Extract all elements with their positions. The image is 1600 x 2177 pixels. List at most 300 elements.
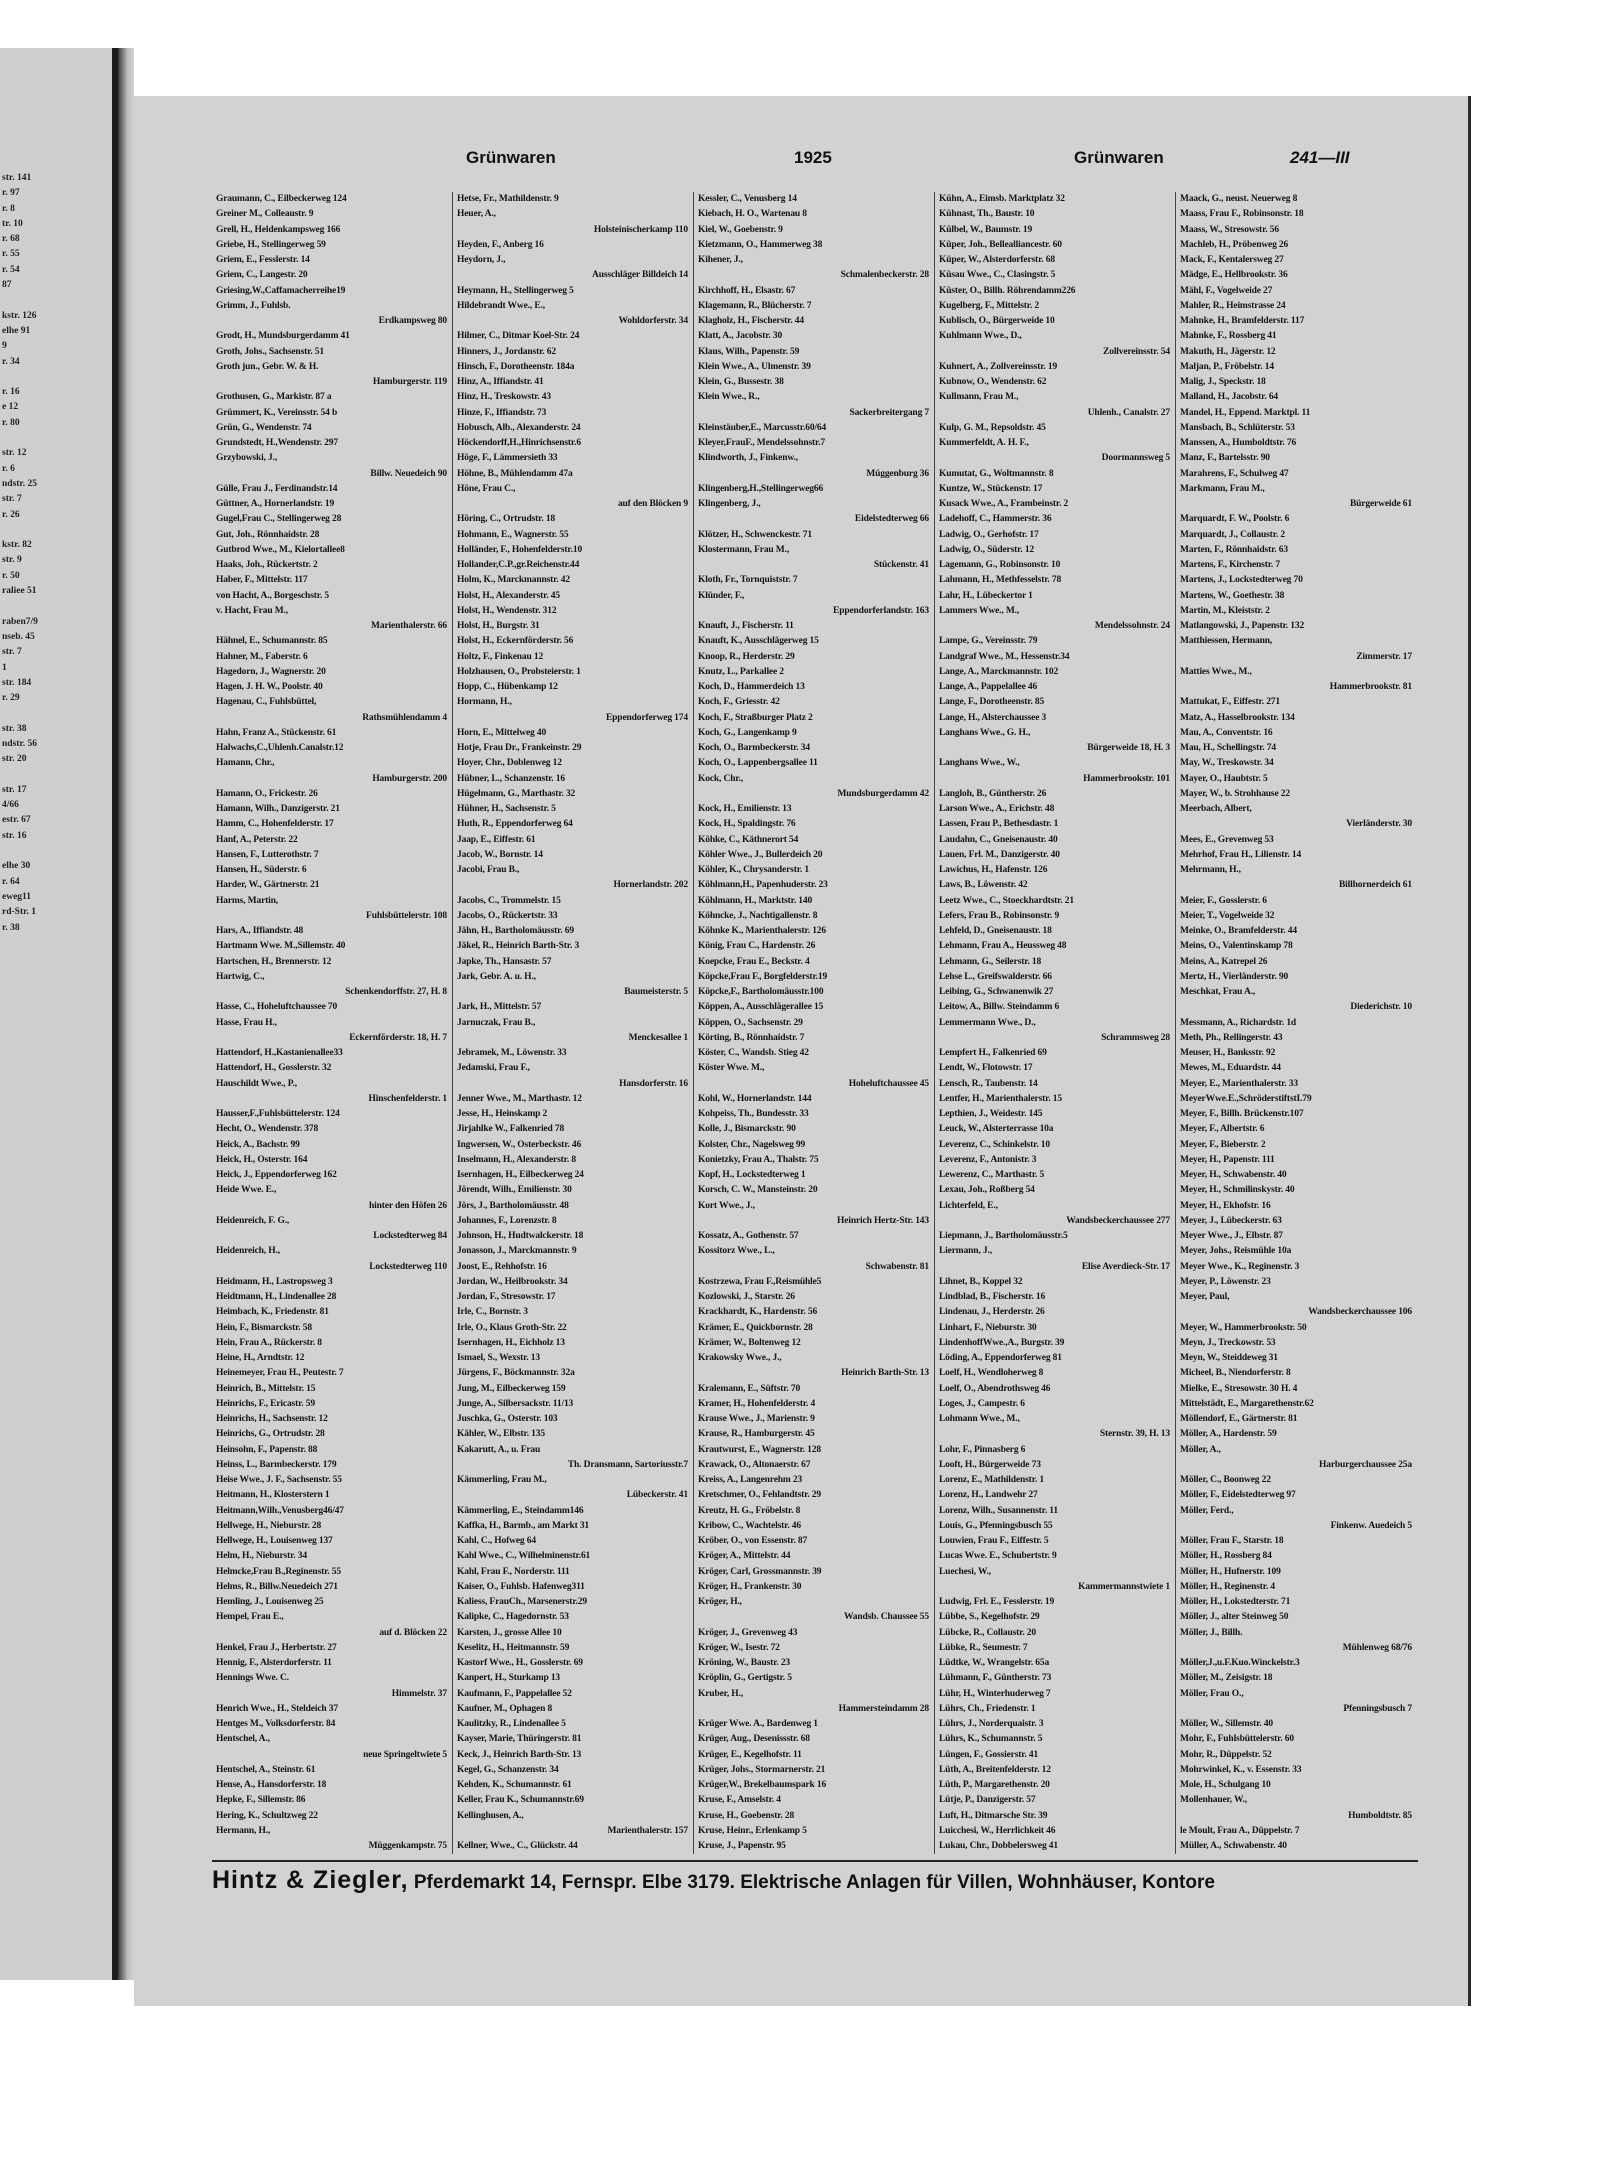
directory-entry: Messmann, A., Richardstr. 1d bbox=[1180, 1017, 1297, 1028]
directory-entry: Leverenz, C., Schinkelstr. 10 bbox=[939, 1139, 1050, 1150]
directory-entry: Kruse, Heinr., Erlenkamp 5 bbox=[698, 1825, 807, 1836]
directory-entry: Harburgerchaussee 25a bbox=[1319, 1459, 1412, 1470]
directory-entry: Haber, F., Mittelstr. 117 bbox=[216, 575, 308, 586]
directory-entry: Kort Wwe., J., bbox=[698, 1200, 755, 1211]
directory-entry: Matties Wwe., M., bbox=[1180, 666, 1252, 677]
directory-entry: Hanf, A., Peterstr. 22 bbox=[216, 834, 298, 845]
directory-entry: Hattendorf, H., Gosslerstr. 32 bbox=[216, 1063, 332, 1074]
directory-entry: Möllendorf, E., Gärtnerstr. 81 bbox=[1180, 1414, 1298, 1424]
directory-entry: Grümmert, K., Vereinsstr. 54 b bbox=[216, 407, 338, 418]
directory-column bbox=[935, 192, 1176, 1854]
directory-entry: Klein Wwe., A., Ulmenstr. 39 bbox=[698, 361, 811, 372]
directory-entry: Hammerbrookstr. 81 bbox=[1329, 682, 1412, 692]
directory-entry: Hasse, Frau H., bbox=[216, 1017, 277, 1028]
directory-entry: Ladwig, O., Süderstr. 12 bbox=[939, 544, 1035, 555]
directory-entry: Grothusen, G., Markistr. 87 a bbox=[216, 392, 332, 403]
fragment-line: elhe 30 bbox=[2, 861, 31, 872]
directory-entry: Liermann, J., bbox=[939, 1246, 992, 1257]
directory-entry: Schmalenbeckerstr. 28 bbox=[840, 270, 929, 281]
directory-entry: Markmann, Frau M., bbox=[1180, 483, 1265, 494]
directory-entry: Heinemeyer, Frau H., Peutestr. 7 bbox=[216, 1368, 344, 1379]
directory-entry: Möller, H., Lokstedterstr. 71 bbox=[1180, 1597, 1291, 1607]
directory-entry: Langhans Wwe., G. H., bbox=[939, 727, 1031, 738]
directory-entry: Kossitorz Wwe., L., bbox=[698, 1246, 775, 1257]
directory-entry: Grodt, H., Mundsburgerdamm 41 bbox=[216, 331, 350, 342]
directory-entry: Jacobs, C., Trommelstr. 15 bbox=[457, 895, 561, 906]
directory-entry: Köpcke,F., Bartholomäusstr.100 bbox=[698, 987, 824, 997]
directory-entry: Junge, A., Silbersackstr. 11/13 bbox=[457, 1398, 574, 1409]
directory-entry: Holsteinischerkamp 110 bbox=[593, 224, 688, 235]
directory-entry: Eckernförderstr. 18, H. 7 bbox=[349, 1032, 447, 1043]
directory-entry: Heinrich Hertz-Str. 143 bbox=[837, 1215, 929, 1226]
directory-entry: Lammers Wwe., M., bbox=[939, 605, 1020, 616]
directory-entry: Bürgerweide 18, H. 3 bbox=[1087, 743, 1170, 753]
fragment-line: estr. 67 bbox=[2, 815, 31, 826]
directory-entry: Kihener, J., bbox=[698, 255, 743, 265]
directory-entry: Grell, H., Heldenkampsweg 166 bbox=[216, 224, 341, 235]
directory-entry: Irle, C., Bornstr. 3 bbox=[457, 1307, 528, 1318]
directory-entry: Huth, R., Eppendorferweg 64 bbox=[457, 819, 573, 830]
directory-entry: Küster, O., Billh. Röhrendamm226 bbox=[939, 285, 1076, 296]
directory-entry: Kusack Wwe., A., Frambeinstr. 2 bbox=[939, 499, 1069, 509]
directory-entry: Kühn, A., Eimsb. Marktplatz 32 bbox=[939, 194, 1065, 204]
directory-entry: Rathsmühlendamm 4 bbox=[362, 712, 447, 723]
directory-entry: Groth, Johs., Sachsenstr. 51 bbox=[216, 346, 324, 357]
directory-entry: Hamburgerstr. 200 bbox=[372, 773, 447, 784]
fragment-line: 4/66 bbox=[2, 800, 19, 811]
directory-entry: Kullmann, Frau M., bbox=[939, 392, 1019, 403]
directory-entry: Holst, H., Alexanderstr. 45 bbox=[457, 590, 561, 601]
directory-entry: Mühlenweg 68/76 bbox=[1342, 1642, 1412, 1653]
directory-entry: Lange, A., Marckmannstr. 102 bbox=[939, 666, 1059, 677]
directory-entry: Matlangowski, J., Papenstr. 132 bbox=[1180, 621, 1305, 631]
directory-page bbox=[134, 96, 1471, 2006]
directory-entry: Jäkel, R., Heinrich Barth-Str. 3 bbox=[457, 941, 580, 952]
directory-entry: Köhler, K., Chrysanderstr. 1 bbox=[698, 865, 809, 875]
fragment-line: r. 29 bbox=[2, 693, 20, 704]
directory-entry: Hepke, F., Sillemstr. 86 bbox=[216, 1795, 306, 1806]
directory-entry: Mole, H., Schulgang 10 bbox=[1180, 1780, 1271, 1790]
directory-entry: Lehmann, Frau A., Heussweg 48 bbox=[939, 941, 1067, 952]
directory-entry: Hentschel, A., bbox=[216, 1734, 270, 1745]
directory-entry: Henrich Wwe., H., Steldeich 37 bbox=[216, 1703, 338, 1714]
fragment-line bbox=[2, 768, 112, 783]
directory-entry: Krause Wwe., J., Marienstr. 9 bbox=[698, 1414, 815, 1424]
page-number: 241—III bbox=[1290, 148, 1350, 167]
directory-entry: Heise Wwe., J. F., Sachsenstr. 55 bbox=[216, 1475, 342, 1485]
directory-entry: Hempel, Frau E., bbox=[216, 1612, 284, 1623]
directory-entry: Schrammsweg 28 bbox=[1101, 1032, 1170, 1043]
directory-entry: Jung, M., Eilbeckerweg 159 bbox=[457, 1383, 566, 1394]
directory-entry: Heinrich, B., Mittelstr. 15 bbox=[216, 1383, 316, 1394]
directory-entry: Möller, A., Hardenstr. 59 bbox=[1180, 1429, 1277, 1440]
directory-entry: Kolle, J., Bismarckstr. 90 bbox=[698, 1124, 796, 1135]
directory-entry: Meyer, H., Schwabenstr. 40 bbox=[1180, 1170, 1287, 1180]
directory-entry: Hamann, O., Frickestr. 26 bbox=[216, 788, 318, 799]
directory-entry: Sackerbreitergang 7 bbox=[849, 407, 929, 418]
directory-entry: Jörendt, Wilh., Emilienstr. 30 bbox=[457, 1185, 572, 1196]
directory-entry: Jürgens, F., Böckmannstr. 32a bbox=[457, 1368, 575, 1379]
directory-entry: Lüngen, F., Gossierstr. 41 bbox=[939, 1749, 1039, 1760]
directory-entry: Eppendorferlandstr. 163 bbox=[833, 605, 929, 616]
directory-entry: Griesing,W.,Caffamacherreihe19 bbox=[216, 285, 346, 296]
fragment-line: 87 bbox=[2, 280, 12, 291]
directory-entry: Jordan, F., Stresowstr. 17 bbox=[457, 1292, 556, 1302]
directory-entry: Ludwig, Frl. E., Fesslerstr. 19 bbox=[939, 1597, 1055, 1607]
directory-entry: Mädge, E., Hellbrookstr. 36 bbox=[1180, 270, 1288, 281]
directory-entry: Meschkat, Frau A., bbox=[1180, 987, 1256, 997]
directory-entry: Hars, A., Iffiandstr. 48 bbox=[216, 926, 304, 936]
directory-entry: Kirchhoff, H., Elsastr. 67 bbox=[698, 285, 796, 296]
fragment-line: str. 16 bbox=[2, 830, 27, 841]
directory-entry: Groth jun., Gebr. W. & H. bbox=[216, 361, 319, 372]
directory-entry: Doormannsweg 5 bbox=[1101, 453, 1170, 464]
directory-entry: Horn, E., Mittelweg 40 bbox=[457, 727, 547, 738]
directory-entry: Kopf, H., Lockstedterweg 1 bbox=[698, 1170, 806, 1180]
directory-entry: Meyer, H., Schmilinskystr. 40 bbox=[1180, 1185, 1295, 1196]
directory-entry: MeyerWwe.E.,SchröderstiftstI.79 bbox=[1180, 1093, 1312, 1104]
directory-entry: Lohmann Wwe., M., bbox=[939, 1414, 1020, 1424]
directory-entry: Hentges M., Volksdorferstr. 84 bbox=[216, 1719, 336, 1729]
directory-entry: Holst, H., Burgstr. 31 bbox=[457, 621, 540, 631]
directory-entry: Holst, H., Wendenstr. 312 bbox=[457, 605, 557, 616]
directory-entry: Lange, H., Alsterchaussee 3 bbox=[939, 712, 1047, 723]
directory-entry: Marienthalerstr. 157 bbox=[607, 1825, 688, 1836]
fragment-line bbox=[2, 523, 112, 538]
directory-entry: Möller, H., Reginenstr. 4 bbox=[1180, 1581, 1276, 1592]
directory-entry: Mehrhof, Frau H., Lilienstr. 14 bbox=[1180, 849, 1302, 860]
directory-entry: Lorenz, H., Landwehr 27 bbox=[939, 1490, 1038, 1501]
directory-entry: Maass, W., Stresowstr. 56 bbox=[1180, 224, 1279, 235]
directory-entry: Krämer, E., Quickbornstr. 28 bbox=[698, 1322, 813, 1333]
directory-entry: Hecht, O., Wendenstr. 378 bbox=[216, 1124, 319, 1135]
directory-entry: Griebe, H., Stellingerweg 59 bbox=[216, 239, 326, 250]
directory-entry: Eppendorferweg 174 bbox=[605, 712, 688, 723]
directory-entry: Jacobs, O., Rückertstr. 33 bbox=[457, 910, 558, 921]
directory-entry: Kohpeiss, Th., Bundesstr. 33 bbox=[698, 1109, 809, 1119]
directory-entry: Meier, F., Gosslerstr. 6 bbox=[1180, 895, 1267, 906]
directory-entry: Lübbe, S., Kegelhofstr. 29 bbox=[939, 1612, 1040, 1623]
directory-entry: Hinze, F., Iffiandstr. 73 bbox=[457, 407, 547, 418]
directory-entry: Lahr, H., Lübeckertor 1 bbox=[939, 590, 1033, 601]
directory-entry: Maack, G., neust. Neuerweg 8 bbox=[1180, 194, 1298, 204]
directory-entry: Lüdtke, W., Wrangelstr. 65a bbox=[939, 1658, 1050, 1668]
directory-entry: Johnson, H., Hudtwalckerstr. 18 bbox=[457, 1231, 584, 1241]
directory-entry: Manz, F., Bartelsstr. 90 bbox=[1180, 453, 1270, 464]
directory-entry: Marahrens, F., Schulweg 47 bbox=[1180, 468, 1289, 479]
directory-entry: Ausschläger Billdeich 14 bbox=[592, 270, 688, 281]
directory-entry: Makuth, H., Jägerstr. 12 bbox=[1180, 346, 1276, 357]
directory-entry: Louwien, Frau F., Eiffestr. 5 bbox=[939, 1536, 1049, 1546]
directory-entry: Lüth, P., Margarethenstr. 20 bbox=[939, 1780, 1050, 1790]
directory-entry: Köhncke, J., Nachtigallenstr. 8 bbox=[698, 910, 818, 921]
directory-entry: Küper, Joh., Bellealliancestr. 60 bbox=[939, 239, 1062, 250]
directory-entry: Jarnuczak, Frau B., bbox=[457, 1017, 536, 1028]
directory-entry: Kummerfeldt, A. H. F., bbox=[939, 438, 1029, 448]
directory-entry: Krüger, Johs., Stormarnerstr. 21 bbox=[698, 1764, 826, 1775]
directory-entry: Möller, Ferd., bbox=[1180, 1505, 1234, 1516]
directory-entry: Martens, F., Kirchenstr. 7 bbox=[1180, 560, 1280, 570]
directory-entry: Jark, Gebr. A. u. H., bbox=[457, 971, 536, 982]
fragment-line: r. 64 bbox=[2, 876, 20, 887]
directory-entry: Lihnet, B., Koppel 32 bbox=[939, 1276, 1023, 1287]
fragment-line: 9 bbox=[2, 341, 7, 352]
directory-entry: Meins, O., Valentinskamp 78 bbox=[1180, 941, 1293, 952]
directory-entry: Heinrichs, H., Sachsenstr. 12 bbox=[216, 1414, 328, 1424]
directory-entry: Bürgerweide 61 bbox=[1349, 499, 1412, 509]
directory-entry: Meyn, W., Steiddeweg 31 bbox=[1180, 1353, 1278, 1363]
directory-entry: Lempfert H., Falkenried 69 bbox=[939, 1048, 1047, 1058]
directory-entry: Kubnow, O., Wendenstr. 62 bbox=[939, 377, 1047, 387]
directory-entry: Wandsb. Chaussee 55 bbox=[843, 1612, 929, 1623]
directory-column bbox=[212, 192, 453, 1854]
directory-entry: Malland, H., Jacobstr. 64 bbox=[1180, 392, 1279, 403]
directory-entry: Hinschenfelderstr. 1 bbox=[368, 1093, 447, 1104]
directory-entry: Möller, Frau O., bbox=[1180, 1688, 1244, 1699]
directory-entry: Henkel, Frau J., Herbertstr. 27 bbox=[216, 1642, 337, 1653]
directory-entry: Leverenz, F., Antonistr. 3 bbox=[939, 1154, 1037, 1165]
directory-entry: Jaap, E., Eiffestr. 61 bbox=[457, 834, 536, 845]
directory-entry: Mähl, F., Vogelweide 27 bbox=[1180, 285, 1273, 296]
directory-entry: Heinsohn, F., Papenstr. 88 bbox=[216, 1444, 318, 1455]
directory-entry: Wandsbeckerchaussee 106 bbox=[1308, 1307, 1412, 1318]
directory-entry: Kumutat, G., Woltmannstr. 8 bbox=[939, 468, 1054, 479]
directory-entry: Japke, Th., Hansastr. 57 bbox=[457, 956, 552, 967]
directory-entry: Heick, H., Osterstr. 164 bbox=[216, 1154, 308, 1165]
directory-entry: Möller, M., Zeisigstr. 18 bbox=[1180, 1673, 1273, 1684]
directory-entry: Harms, Martin, bbox=[216, 895, 279, 906]
directory-entry: Heidtmann, H., Lindenallee 28 bbox=[216, 1292, 337, 1302]
directory-entry: Krawack, O., Altonaerstr. 67 bbox=[698, 1459, 811, 1470]
directory-entry: Meerbach, Albert, bbox=[1180, 804, 1252, 814]
directory-entry: Helm, H., Nieburstr. 34 bbox=[216, 1551, 307, 1562]
directory-entry: Hennings Wwe. C. bbox=[216, 1673, 289, 1684]
directory-entry: May, W., Treskowstr. 34 bbox=[1180, 758, 1274, 769]
directory-entry: Marquardt, F. W., Poolstr. 6 bbox=[1180, 514, 1290, 525]
directory-entry: Mayer, O., Haubtstr. 5 bbox=[1180, 773, 1268, 784]
directory-entry: Hornerlandstr. 202 bbox=[613, 880, 688, 891]
header-year: 1925 bbox=[794, 148, 832, 167]
directory-entry: Zollvereinsstr. 54 bbox=[1103, 346, 1170, 357]
directory-entry: Meyer, F., Albertstr. 6 bbox=[1180, 1124, 1265, 1135]
directory-entry: Lührs, Ch., Friedenstr. 1 bbox=[939, 1703, 1036, 1714]
directory-entry: Meyer, P., Löwenstr. 23 bbox=[1180, 1276, 1271, 1287]
directory-entry: Kaffka, H., Barmb., am Markt 31 bbox=[457, 1520, 590, 1531]
directory-entry: Kröger, J., Grevenweg 43 bbox=[698, 1627, 798, 1638]
directory-entry: Kretschmer, O., Fehlandtstr. 29 bbox=[698, 1490, 821, 1501]
directory-entry: Köhnke K., Marienthalerstr. 126 bbox=[698, 926, 826, 936]
header-section-right: Grünwaren bbox=[1074, 148, 1164, 167]
directory-entry: Lorenz, E., Mathildenstr. 1 bbox=[939, 1475, 1044, 1485]
directory-entry: Heine, H., Arndtstr. 12 bbox=[216, 1353, 305, 1363]
fragment-line: raliee 51 bbox=[2, 586, 37, 597]
directory-entry: Löding, A., Eppendorferweg 81 bbox=[939, 1353, 1062, 1363]
directory-entry: Köpcke,Frau F., Borgfelderstr.19 bbox=[698, 971, 828, 982]
directory-entry: Griem, E., Fesslerstr. 14 bbox=[216, 255, 310, 265]
directory-entry: Grün, G., Wendenstr. 74 bbox=[216, 422, 312, 433]
directory-entry: Hetse, Fr., Mathildenstr. 9 bbox=[457, 194, 559, 204]
directory-entry: Loelf, H., Wendloherweg 8 bbox=[939, 1368, 1044, 1379]
directory-entry: Mehrmann, H., bbox=[1180, 865, 1241, 875]
directory-entry: Köhlmann, H., Marktstr. 140 bbox=[698, 895, 813, 906]
directory-entry: Gugel,Frau C., Stellingerweg 28 bbox=[216, 514, 342, 525]
header-section-left: Grünwaren bbox=[466, 148, 556, 167]
directory-entry: Hentschel, A., Steinstr. 61 bbox=[216, 1764, 316, 1775]
directory-entry: Lüth, A., Breitenfelderstr. 12 bbox=[939, 1764, 1051, 1775]
directory-entry: Kegel, G., Schanzenstr. 34 bbox=[457, 1764, 559, 1775]
directory-entry: Mewes, M., Eduardstr. 44 bbox=[1180, 1063, 1281, 1074]
directory-entry: Klostermann, Frau M., bbox=[698, 544, 790, 555]
directory-entry: Hilmer, C., Ditmar Koel-Str. 24 bbox=[457, 331, 580, 342]
directory-entry: Hammersteindamm 28 bbox=[838, 1703, 929, 1714]
directory-entry: Leetz Wwe., C., Stoeckhardtstr. 21 bbox=[939, 895, 1075, 906]
directory-entry: Koch, D., Hammerdeich 13 bbox=[698, 682, 805, 692]
directory-entry: Jedamski, Frau F., bbox=[457, 1063, 530, 1074]
directory-entry: Köppen, A., Ausschlägerallee 15 bbox=[698, 1002, 824, 1013]
directory-entry: Heyden, F., Anberg 16 bbox=[457, 239, 544, 250]
directory-entry: Luft, H., Ditmarsche Str. 39 bbox=[939, 1810, 1048, 1821]
directory-entry: Jacobi, Frau B., bbox=[457, 865, 520, 875]
directory-entry: Meyer, H., Papenstr. 111 bbox=[1180, 1154, 1275, 1165]
directory-entry: Heick, A., Bachstr. 99 bbox=[216, 1139, 300, 1150]
directory-entry: Holtz, F., Finkenau 12 bbox=[457, 651, 544, 662]
directory-entry: Johannes, F., Lorenzstr. 8 bbox=[457, 1215, 557, 1226]
directory-entry: Hopp, C., Hübenkamp 12 bbox=[457, 682, 558, 692]
directory-entry: Hauschildt Wwe., P., bbox=[216, 1078, 297, 1089]
directory-entry: Klaus, Wilh., Papenstr. 59 bbox=[698, 346, 800, 357]
directory-entry: Martens, J., Lockstedterweg 70 bbox=[1180, 575, 1303, 586]
directory-entry: Köhlmann,H., Papenhuderstr. 23 bbox=[698, 880, 828, 891]
directory-entry: Karsten, J., grosse Allee 10 bbox=[457, 1627, 562, 1638]
fragment-line: str. 12 bbox=[2, 448, 27, 459]
directory-entry: Mohrwinkel, K., v. Essenstr. 33 bbox=[1180, 1764, 1302, 1775]
directory-entry: Hinsch, F., Dorotheenstr. 184a bbox=[457, 361, 575, 372]
directory-entry: Lukau, Chr., Dobbelersweg 41 bbox=[939, 1841, 1058, 1851]
directory-entry: Mohr, R., Düppelstr. 52 bbox=[1180, 1749, 1272, 1760]
directory-entry: Lendt, W., Flotowstr. 17 bbox=[939, 1063, 1033, 1074]
directory-entry: Machleb, H., Pröbenweg 26 bbox=[1180, 239, 1289, 250]
directory-entry: Lockstedterweg 84 bbox=[373, 1231, 447, 1241]
directory-entry: Hansen, H., Süderstr. 6 bbox=[216, 865, 307, 875]
directory-entry: Hoyer, Chr., Doblenweg 12 bbox=[457, 758, 562, 769]
directory-entry: Höhne, B., Mühlendamm 47a bbox=[457, 468, 573, 479]
directory-entry: Kohl, W., Hornerlandstr. 144 bbox=[698, 1093, 812, 1104]
directory-entry: Hügelmann, G., Marthastr. 32 bbox=[457, 788, 576, 799]
directory-entry: Hein, Frau A., Rückerstr. 8 bbox=[216, 1337, 322, 1348]
directory-entry: Heick, J., Eppendorferweg 162 bbox=[216, 1170, 337, 1180]
directory-entry: Krautwurst, E., Wagnerstr. 128 bbox=[698, 1444, 821, 1455]
directory-entry: Lockstedterweg 110 bbox=[369, 1261, 447, 1272]
directory-entry: Lentfer, H., Marienthalerstr. 15 bbox=[939, 1093, 1062, 1104]
directory-entry: Heide Wwe. E., bbox=[216, 1185, 277, 1196]
directory-entry: Kruse, F., Amselstr. 4 bbox=[698, 1795, 781, 1806]
directory-entry: Kaliess, FrauCh., Marsenerstr.29 bbox=[457, 1597, 587, 1607]
directory-entry: Heymann, H., Stellingerweg 5 bbox=[457, 285, 574, 296]
directory-entry: Wohldorferstr. 34 bbox=[618, 316, 688, 326]
directory-entry: Kröger, H., bbox=[698, 1597, 742, 1607]
directory-entry: Lefers, Frau B., Robinsonstr. 9 bbox=[939, 910, 1060, 921]
fragment-line: str. 184 bbox=[2, 677, 32, 688]
fragment-line: r. 34 bbox=[2, 356, 20, 367]
fragment-line: elhe 91 bbox=[2, 325, 31, 336]
directory-entry: Loges, J., Campestr. 6 bbox=[939, 1398, 1025, 1409]
directory-entry: Lucas Wwe. E., Schubertstr. 9 bbox=[939, 1551, 1057, 1562]
directory-entry: Küsau Wwe., C., Clasingstr. 5 bbox=[939, 270, 1056, 281]
directory-entry: Ingwersen, W., Osterbeckstr. 46 bbox=[457, 1139, 582, 1150]
fragment-line: r. 54 bbox=[2, 264, 20, 275]
directory-entry: Knutz, L., Parkallee 2 bbox=[698, 666, 784, 677]
directory-entry: Möller, C., Boonweg 22 bbox=[1180, 1475, 1271, 1485]
directory-entry: Müggenburg 36 bbox=[866, 468, 929, 479]
directory-entry: Laws, B., Löwenstr. 42 bbox=[939, 880, 1028, 891]
directory-entry: Mack, F., Kentalersweg 27 bbox=[1180, 255, 1284, 265]
directory-entry: Kühnast, Th., Baustr. 10 bbox=[939, 209, 1035, 220]
directory-entry: Griem, C., Langestr. 20 bbox=[216, 270, 308, 281]
directory-entry: Martin, M., Kleiststr. 2 bbox=[1180, 605, 1270, 616]
directory-entry: Höge, F., Lämmersieth 33 bbox=[457, 453, 558, 464]
directory-entry: Mau, H., Schellingstr. 74 bbox=[1180, 743, 1276, 753]
directory-entry: Klagemann, R., Blücherstr. 7 bbox=[698, 300, 812, 311]
directory-entry: hinter den Höfen 26 bbox=[369, 1200, 447, 1211]
directory-entry: Hattendorf, H.,Kastanienallee33 bbox=[216, 1048, 343, 1058]
directory-entry: v. Hacht, Frau M., bbox=[216, 605, 288, 616]
directory-entry: Kröger, Carl, Grossmannstr. 39 bbox=[698, 1566, 822, 1577]
directory-entry: Lühmann, F., Güntherstr. 73 bbox=[939, 1673, 1052, 1684]
directory-entry: Köppen, O., Sachsenstr. 29 bbox=[698, 1017, 803, 1028]
directory-entry: Möller, F., Eidelstedterweg 97 bbox=[1180, 1490, 1296, 1501]
directory-entry: Hagedorn, J., Wagnerstr. 20 bbox=[216, 666, 326, 677]
fragment-line: str. 38 bbox=[2, 723, 27, 734]
directory-entry: Köhke, C., Käthnerort 54 bbox=[698, 834, 799, 845]
directory-entry: Vierländerstr. 30 bbox=[1346, 819, 1412, 830]
directory-entry: Greiner M., Colleaustr. 9 bbox=[216, 209, 314, 220]
directory-entry: Heinrichs, G., Ortrudstr. 28 bbox=[216, 1429, 325, 1440]
directory-entry: Meyer, F., Billh. Brückenstr.107 bbox=[1180, 1109, 1304, 1119]
directory-entry: Elise Averdieck-Str. 17 bbox=[1081, 1261, 1170, 1272]
directory-entry: Louis, G., Pfenningsbusch 55 bbox=[939, 1520, 1053, 1531]
directory-entry: Hausser,F.,Fuhlsbüttelerstr. 124 bbox=[216, 1109, 340, 1119]
directory-entry: Kramer, H., Hohenfelderstr. 4 bbox=[698, 1398, 816, 1409]
directory-entry: Krause, R., Hamburgerstr. 45 bbox=[698, 1429, 815, 1440]
directory-entry: Kolster, Chr., Nagelsweg 99 bbox=[698, 1139, 806, 1150]
directory-entry: Klagholz, H., Fischerstr. 44 bbox=[698, 316, 805, 326]
directory-entry: Heydorn, J., bbox=[457, 255, 506, 265]
directory-entry: Jebramek, M., Löwenstr. 33 bbox=[457, 1048, 567, 1058]
directory-entry: Lehfeld, D., Gneisenaustr. 18 bbox=[939, 926, 1052, 936]
directory-entry: Kalipke, C., Hagedornstr. 53 bbox=[457, 1612, 569, 1623]
directory-entry: Hagenau, C., Fuhlsbüttel, bbox=[216, 697, 317, 708]
directory-columns bbox=[212, 192, 1418, 1854]
directory-entry: Möller, H., Rossberg 84 bbox=[1180, 1551, 1272, 1562]
directory-entry: Kuntze, W., Stückenstr. 17 bbox=[939, 483, 1043, 494]
directory-entry: Luicchesi, W., Herrlichkeit 46 bbox=[939, 1825, 1056, 1836]
directory-column bbox=[453, 192, 694, 1854]
directory-entry: Meth, Ph., Rellingerstr. 43 bbox=[1180, 1032, 1283, 1043]
directory-entry: Keselitz, H., Heitmannstr. 59 bbox=[457, 1642, 570, 1653]
directory-entry: Köster, C., Wandsb. Stieg 42 bbox=[698, 1048, 809, 1058]
directory-entry: Hormann, H., bbox=[457, 697, 512, 708]
directory-entry: LindenhoffWwe.,A., Burgstr. 39 bbox=[939, 1337, 1065, 1348]
directory-entry: Mundsburgerdamm 42 bbox=[837, 788, 929, 799]
directory-entry: Hartschen, H., Brennerstr. 12 bbox=[216, 956, 332, 967]
directory-entry: Kleinstäuber,E., Marcusstr.60/64 bbox=[698, 422, 827, 433]
advertisement-text: Pferdemarkt 14, Fernspr. Elbe 3179. Elektrische Anlagen für Villen, Wohnhäuser, Kontore bbox=[413, 1872, 1215, 1893]
directory-entry: Jähn, H., Bartholomäusstr. 69 bbox=[457, 926, 574, 936]
directory-entry: Lindenau, J., Herderstr. 26 bbox=[939, 1307, 1045, 1318]
directory-entry: Lampe, G., Vereinsstr. 79 bbox=[939, 636, 1038, 647]
directory-entry: König, Frau C., Hardenstr. 26 bbox=[698, 941, 816, 952]
directory-entry: Hübner, L., Schanzenstr. 16 bbox=[457, 773, 565, 784]
